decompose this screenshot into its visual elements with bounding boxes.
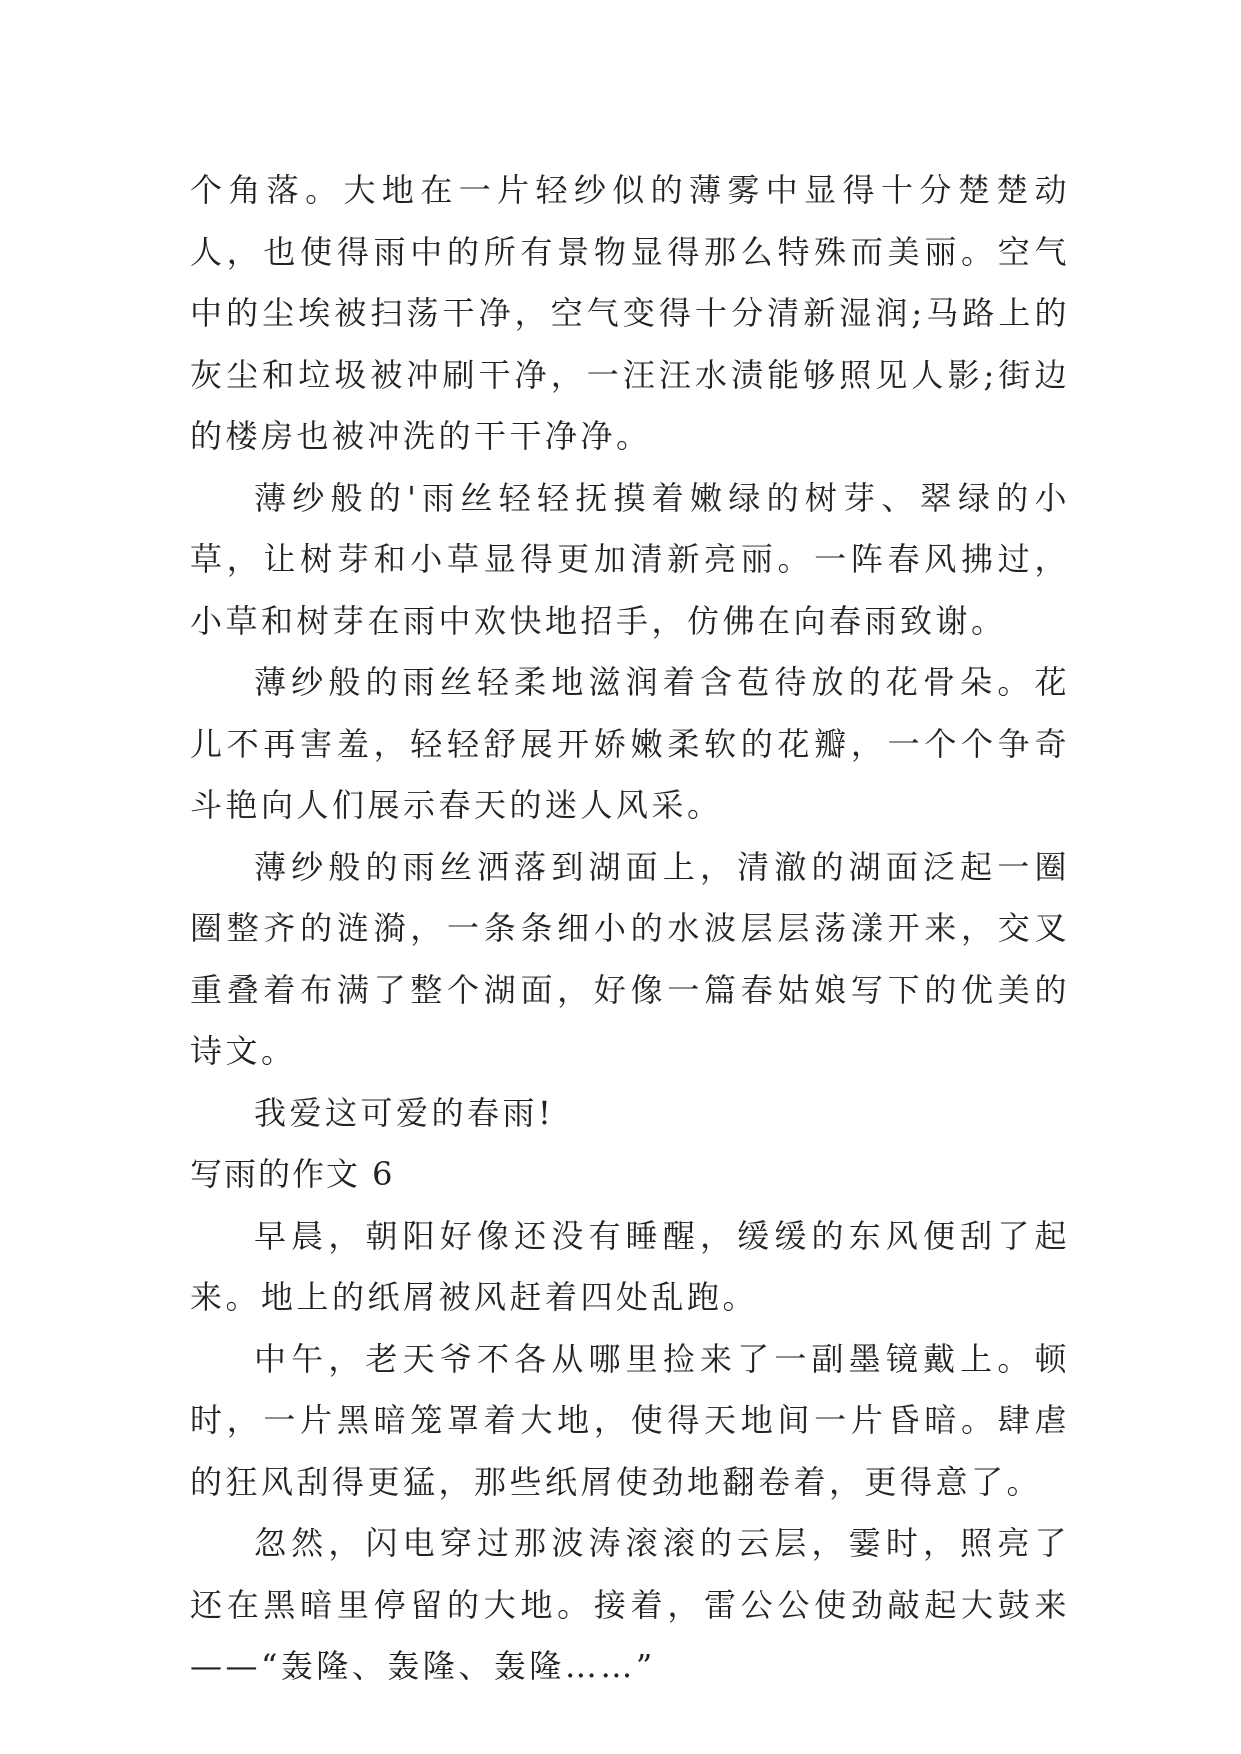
section-heading: 写雨的作文 6 [190, 1155, 395, 1193]
paragraph: 薄纱般的雨丝轻柔地滋润着含苞待放的花骨朵。花儿不再害羞，轻轻舒展开娇嫩柔软的花瓣，一个个争奇斗艳向人们展示春天的迷人风采。 [190, 663, 1070, 824]
paragraph: 个角落。大地在一片轻纱似的薄雾中显得十分楚楚动人，也使得雨中的所有景物显得那么特殊而美丽。空气中的尘埃被扫荡干净，空气变得十分清新湿润;马路上的灰尘和垃圾被冲刷干净，一汪汪水渍能够照见人影;街边的楼房也被冲洗的干干净净。 [190, 171, 1070, 455]
paragraph: 忽然，闪电穿过那波涛滚滚的云层，霎时，照亮了还在黑暗里停留的大地。接着，雷公公使劲敲起大鼓来——“轰隆、轰隆、轰隆……” [190, 1524, 1070, 1685]
paragraph: 我爱这可爱的春雨! [254, 1093, 555, 1132]
document-body [190, 160, 1070, 1698]
paragraph: 薄纱般的'雨丝轻轻抚摸着嫩绿的树芽、翠绿的小草，让树芽和小草显得更加清新亮丽。一阵春风拂过，小草和树芽在雨中欢快地招手，仿佛在向春雨致谢。 [190, 478, 1070, 640]
paragraph: 中午，老天爷不各从哪里捡来了一副墨镜戴上。顿时，一片黑暗笼罩着大地，使得天地间一片昏暗。肆虐的狂风刮得更猛，那些纸屑使劲地翻卷着，更得意了。 [190, 1339, 1070, 1501]
paragraph: 薄纱般的雨丝洒落到湖面上，清澈的湖面泛起一圈圈整齐的涟漪，一条条细小的水波层层荡漾开来，交叉重叠着布满了整个湖面，好像一篇春姑娘写下的优美的诗文。 [190, 847, 1070, 1070]
paragraph: 早晨，朝阳好像还没有睡醒，缓缓的东风便刮了起来。地上的纸屑被风赶着四处乱跑。 [190, 1216, 1070, 1316]
